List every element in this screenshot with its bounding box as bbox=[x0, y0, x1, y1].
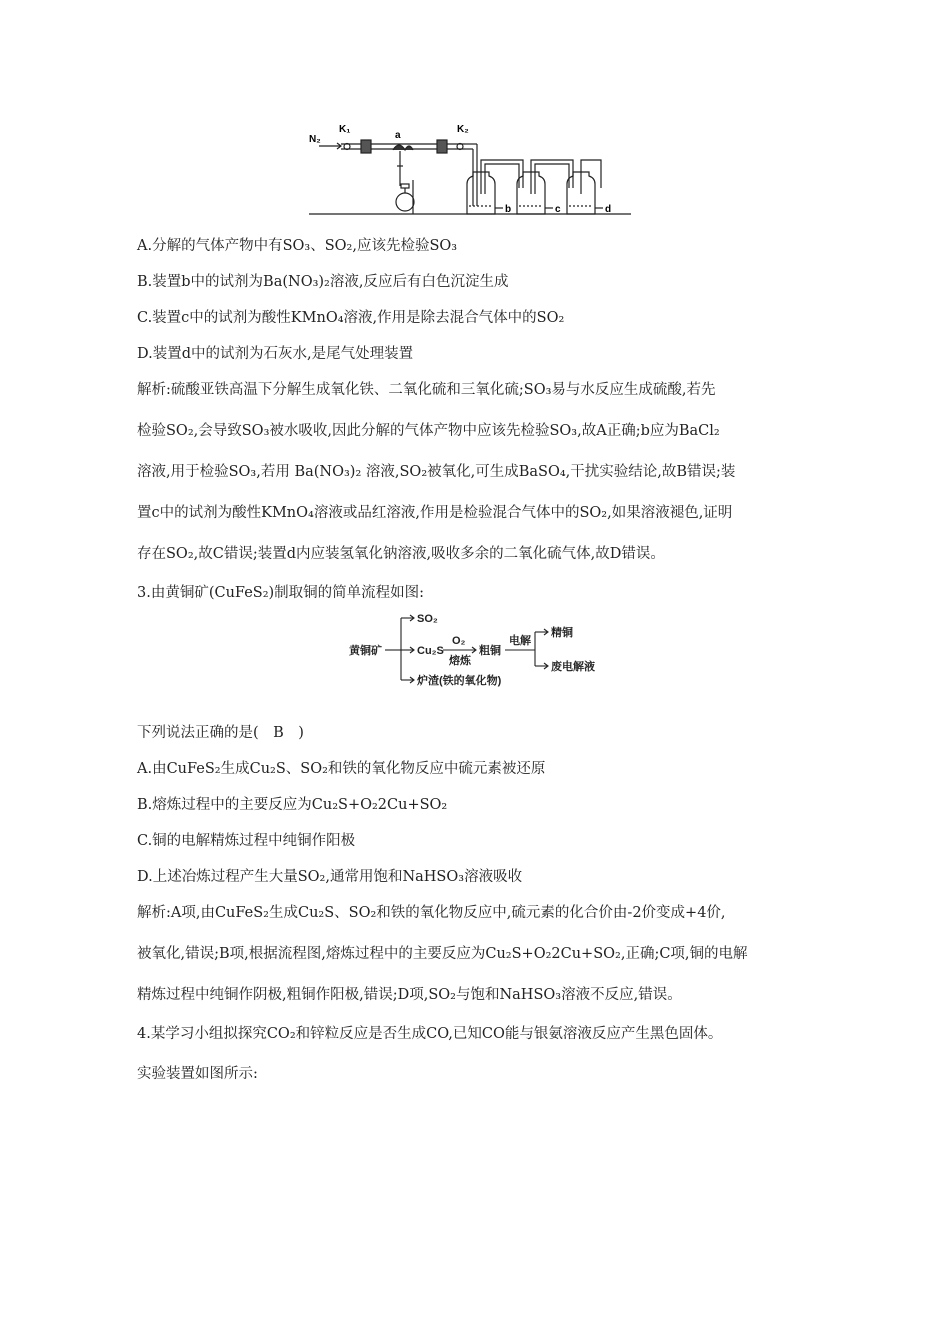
flow-chart bbox=[345, 608, 615, 694]
q3-analysis-line: 解析:A项,由CuFeS₂生成Cu₂S、SO₂和铁的氧化物反应中,硫元素的化合价由-2价变成+4价, bbox=[137, 905, 726, 921]
q4-stem: 4.某学习小组拟探究CO₂和锌粒反应是否生成CO,已知CO能与银氨溶液反应产生黑色固体。 bbox=[137, 1026, 723, 1042]
flow-electrolysis: 电解 bbox=[509, 635, 531, 647]
apparatus-diagram bbox=[305, 118, 635, 218]
label-b: b bbox=[505, 204, 512, 215]
label-n2: N₂ bbox=[309, 134, 321, 145]
flow-waste: 废电解液 bbox=[551, 661, 595, 673]
flow-smelt: 熔炼 bbox=[449, 655, 471, 667]
q3-analysis-line: 精炼过程中纯铜作阴极,粗铜作阳极,错误;D项,SO₂与饱和NaHSO₃溶液不反应,错误。 bbox=[137, 987, 682, 1003]
q2-analysis-line: 溶液,用于检验SO₃,若用 Ba(NO₃)₂ 溶液,SO₂被氧化,可生成BaSO₄,干扰实验结论,故B错误;装 bbox=[137, 464, 736, 480]
label-d: d bbox=[605, 204, 612, 215]
q4-stem-continued: 实验装置如图所示: bbox=[137, 1066, 258, 1082]
q3-stem: 3.由黄铜矿(CuFeS₂)制取铜的简单流程如图: bbox=[137, 585, 425, 601]
flow-start: 黄铜矿 bbox=[349, 645, 382, 657]
q2-analysis-line: 置c中的试剂为酸性KMnO₄溶液或品红溶液,作用是检验混合气体中的SO₂,如果溶液褪色,证明 bbox=[137, 505, 733, 521]
q2-option-b: B.装置b中的试剂为Ba(NO₃)₂溶液,反应后有白色沉淀生成 bbox=[137, 274, 509, 290]
q2-option-d: D.装置d中的试剂为石灰水,是尾气处理装置 bbox=[137, 346, 414, 362]
label-k2: K₂ bbox=[457, 124, 469, 135]
flow-slag: 炉渣(铁的氧化物) bbox=[417, 675, 502, 687]
flow-cu2s: Cu₂S bbox=[417, 645, 444, 657]
label-a: a bbox=[395, 130, 401, 141]
flow-refined: 精铜 bbox=[551, 627, 573, 639]
q3-option-c: C.铜的电解精炼过程中纯铜作阳极 bbox=[137, 833, 356, 849]
q3-question: 下列说法正确的是( B ) bbox=[137, 725, 304, 741]
q2-option-c: C.装置c中的试剂为酸性KMnO₄溶液,作用是除去混合气体中的SO₂ bbox=[137, 310, 565, 326]
label-k1: K₁ bbox=[339, 124, 351, 135]
flow-crude: 粗铜 bbox=[479, 645, 501, 657]
q2-option-a: A.分解的气体产物中有SO₃、SO₂,应该先检验SO₃ bbox=[137, 238, 458, 254]
q2-analysis-line: 检验SO₂,会导致SO₃被水吸收,因此分解的气体产物中应该先检验SO₃,故A正确;b应为BaCl₂ bbox=[137, 423, 720, 439]
label-c: c bbox=[555, 204, 561, 215]
q3-option-d: D.上述冶炼过程产生大量SO₂,通常用饱和NaHSO₃溶液吸收 bbox=[137, 869, 523, 885]
flow-so2: SO₂ bbox=[417, 613, 438, 625]
flow-o2: O₂ bbox=[452, 635, 466, 647]
q2-analysis-line: 解析:硫酸亚铁高温下分解生成氧化铁、二氧化硫和三氧化硫;SO₃易与水反应生成硫酸,若先 bbox=[137, 382, 716, 398]
q3-option-b: B.熔炼过程中的主要反应为Cu₂S+O₂2Cu+SO₂ bbox=[137, 797, 448, 813]
q2-analysis-line: 存在SO₂,故C错误;装置d内应装氢氧化钠溶液,吸收多余的二氧化硫气体,故D错误。 bbox=[137, 546, 665, 562]
q3-analysis-line: 被氧化,错误;B项,根据流程图,熔炼过程中的主要反应为Cu₂S+O₂2Cu+SO₂,正确;C项,铜的电解 bbox=[137, 946, 748, 962]
q3-option-a: A.由CuFeS₂生成Cu₂S、SO₂和铁的氧化物反应中硫元素被还原 bbox=[137, 761, 546, 777]
